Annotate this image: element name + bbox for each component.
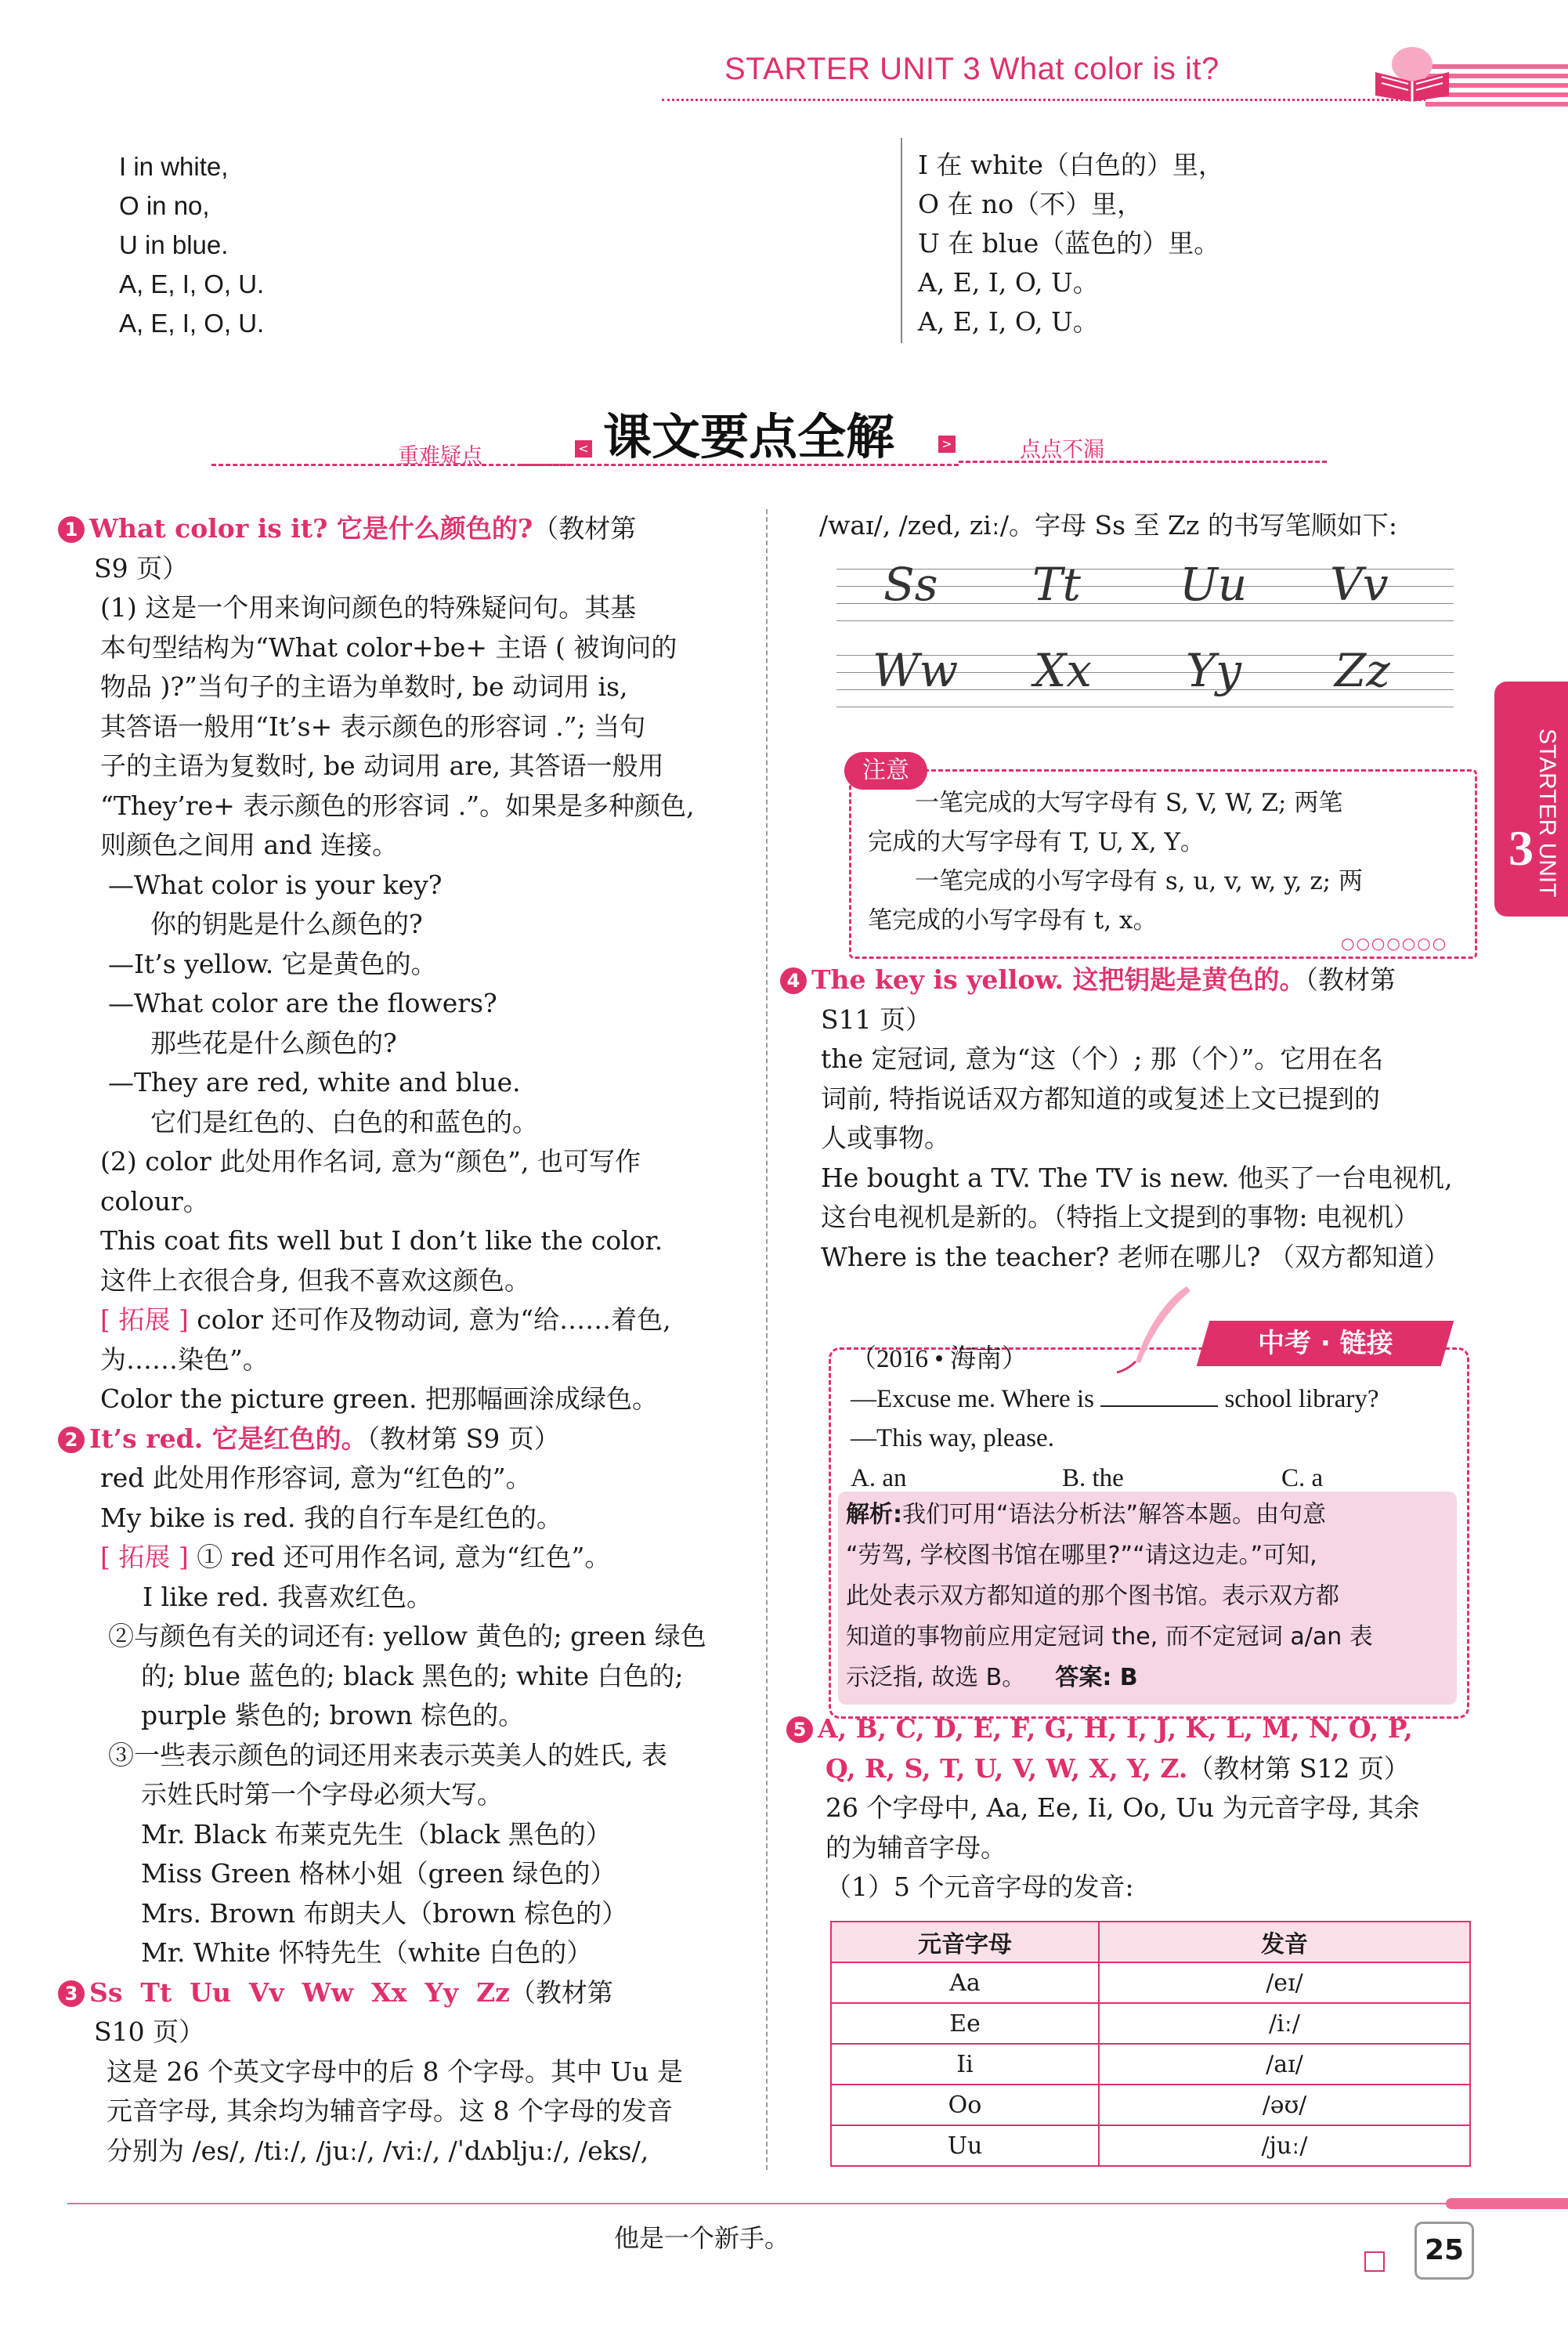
text-line: purple 紫色的; brown 棕色的。 bbox=[141, 1700, 525, 1730]
text-line: 元音字母, 其余均为辅音字母。这 8 个字母的发音 bbox=[107, 2096, 673, 2126]
item-reference: （教材第 bbox=[1305, 964, 1396, 995]
text-line: 分别为 /es/, /tiː/, /juː/, /viː/, /ˈdʌbljuː/, /eks/, bbox=[107, 2135, 649, 2166]
table-cell: /aɪ/ bbox=[1099, 2044, 1470, 2085]
section-right-label: 点点不漏 bbox=[1020, 438, 1104, 462]
example-line: —What color is your key? bbox=[108, 869, 443, 900]
table-cell: /juː/ bbox=[1099, 2125, 1470, 2166]
item-5 bbox=[786, 1709, 1476, 1907]
text-line: “They’re+ 表示颜色的形容词 .”。如果是多种颜色, bbox=[100, 790, 695, 821]
text-line: 词前, 特指说话双方都知道的或复述上文已提到的 bbox=[821, 1083, 1380, 1114]
text-line: 这是 26 个英文字母中的后 8 个字母。其中 Uu 是 bbox=[107, 2056, 683, 2087]
exam-option: B. the bbox=[1062, 1463, 1124, 1492]
song-line: O 在 no（不）里， bbox=[918, 189, 1143, 219]
item-reference: S10 页） bbox=[94, 2016, 205, 2047]
example-translation: 你的钥匙是什么颜色的? bbox=[150, 909, 423, 939]
table-header: 发音 bbox=[1099, 1922, 1470, 1962]
table-cell: Oo bbox=[831, 2085, 1099, 2125]
text-line: 的为辅音字母。 bbox=[826, 1832, 1006, 1863]
note-tag: 注意 bbox=[844, 752, 927, 790]
analysis-answer: 答案: B bbox=[1055, 1664, 1138, 1691]
footer-sentence: 他是一个新手。 bbox=[614, 2223, 790, 2253]
text-line: 子的主语为复数时, be 动词用 are, 其答语一般用 bbox=[100, 750, 664, 781]
table-row bbox=[831, 2044, 1470, 2085]
example-line: —It’s yellow. 它是黄色的。 bbox=[108, 948, 437, 979]
extension-label: [ 拓展 ] bbox=[100, 1542, 189, 1572]
left-column bbox=[58, 509, 747, 2171]
handwriting-letter: Uu bbox=[1180, 558, 1248, 611]
item-reference: （教材第 bbox=[509, 1976, 613, 2008]
footer-rule bbox=[67, 2203, 1446, 2204]
item-reference: S9 页） bbox=[94, 552, 189, 584]
note-line: 笔完成的小写字母有 t, x。 bbox=[868, 906, 1158, 935]
text-line: color 还可作及物动词, 意为“给……着色, bbox=[197, 1304, 671, 1335]
table-header: 元音字母 bbox=[831, 1922, 1099, 1962]
note-line: 一笔完成的小写字母有 s, u, v, w, y, z; 两 bbox=[915, 867, 1363, 895]
text-line: red 此处用作形容词, 意为“红色的”。 bbox=[100, 1463, 532, 1493]
note-line: 完成的大写字母有 T, U, X, Y。 bbox=[868, 828, 1205, 856]
left-arrow-icon: < bbox=[575, 440, 592, 457]
item-reference: （教材第 S12 页） bbox=[1187, 1752, 1410, 1784]
question-line: school library? bbox=[1224, 1384, 1379, 1413]
text-line: 其答语一般用“It’s+ 表示颜色的形容词 .”; 当句 bbox=[100, 711, 646, 742]
table-cell: Ii bbox=[831, 2044, 1099, 2085]
table-row bbox=[831, 2003, 1470, 2044]
example-translation: 它们是红色的、白色的和蓝色的。 bbox=[150, 1106, 538, 1137]
section-dash-left bbox=[211, 464, 572, 466]
item-reference: （教材第 S9 页） bbox=[367, 1423, 560, 1454]
song-chinese bbox=[918, 146, 1224, 342]
vowel-table bbox=[830, 1921, 1471, 2167]
question-line: —This way, please. bbox=[851, 1424, 1054, 1452]
item-number: 2 bbox=[58, 1427, 85, 1453]
item-heading: The key is yellow. 这把钥匙是黄色的。 bbox=[811, 964, 1306, 995]
handwriting-panel bbox=[836, 558, 1454, 718]
handwriting-letter: Ww bbox=[873, 644, 959, 697]
analysis-text bbox=[846, 1495, 1457, 1698]
item-number: 5 bbox=[786, 1716, 813, 1743]
text-line: 则颜色之间用 and 连接。 bbox=[100, 830, 399, 860]
exam-question bbox=[851, 1340, 1461, 1498]
text-line: 的; blue 蓝色的; black 黑色的; white 白色的; bbox=[141, 1660, 684, 1691]
analysis-line: “劳驾, 学校图书馆在哪里?”“请这边走。”可知, bbox=[846, 1542, 1317, 1569]
name-example: Mr. Black 布莱克先生（black 黑色的） bbox=[141, 1818, 612, 1850]
example-line: I like red. 我喜欢红色。 bbox=[143, 1581, 433, 1612]
handwriting-letter: Ss bbox=[883, 558, 938, 611]
analysis-line: 我们可用“语法分析法”解答本题。由句意 bbox=[902, 1501, 1327, 1528]
table-row bbox=[831, 1962, 1470, 2003]
item-reference: （教材第 bbox=[533, 513, 637, 544]
song-line: I in white, bbox=[119, 152, 229, 181]
handwriting-letter: Tt bbox=[1032, 558, 1081, 611]
footer-bar bbox=[1446, 2198, 1568, 2209]
table-cell: Ee bbox=[831, 2003, 1099, 2044]
table-cell: /əʊ/ bbox=[1099, 2085, 1470, 2125]
text-line: ②与颜色有关的词还有: yellow 黄色的; green 绿色 bbox=[108, 1621, 706, 1651]
book-icon bbox=[1369, 41, 1455, 102]
example-line: Color the picture green. 把那幅画涂成绿色。 bbox=[100, 1383, 658, 1414]
item-heading: Ss Tt Uu Vv Ww Xx Yy Zz bbox=[89, 1976, 510, 2008]
text-line: (1) 这是一个用来询问颜色的特殊疑问句。其基 bbox=[100, 592, 637, 623]
section-dash-mid bbox=[520, 464, 959, 466]
example-line: Where is the teacher? 老师在哪儿? （双方都知道） bbox=[821, 1241, 1450, 1272]
item-number: 1 bbox=[58, 516, 85, 543]
text-line: the 定冠词, 意为“这（个）; 那（个）”。它用在名 bbox=[821, 1043, 1384, 1074]
decorative-dots: ○○○○○○○ bbox=[1341, 934, 1448, 953]
exam-link-tag: 中考 · 链接 bbox=[1197, 1321, 1454, 1366]
name-example: Mrs. Brown 布朗夫人（brown 棕色的） bbox=[141, 1897, 628, 1929]
side-tab-number: 3 bbox=[1508, 820, 1534, 876]
text-line: 本句型结构为“What color+be+ 主语 ( 被询问的 bbox=[100, 631, 677, 663]
example-translation: 那些花是什么颜色的? bbox=[150, 1027, 397, 1058]
running-header-title: STARTER UNIT 3 What color is it? bbox=[724, 52, 1219, 86]
analysis-label: 解析: bbox=[846, 1501, 902, 1528]
text-line: ③一些表示颜色的词还用来表示英美人的姓氏, 表 bbox=[108, 1739, 667, 1770]
text-line: 为……染色”。 bbox=[100, 1343, 269, 1375]
handwriting-letter: Yy bbox=[1186, 644, 1242, 697]
extension-label: [ 拓展 ] bbox=[100, 1304, 189, 1335]
name-example: Miss Green 格林小姐（green 绿色的） bbox=[141, 1858, 616, 1889]
song-line: I 在 white（白色的）里， bbox=[918, 150, 1224, 180]
text-line: ① red 还可用作名词, 意为“红色”。 bbox=[197, 1542, 611, 1572]
item-heading: What color is it? 它是什么颜色的? bbox=[89, 513, 533, 544]
header-dotted-rule bbox=[662, 99, 1445, 101]
handwriting-letter: Zz bbox=[1335, 644, 1390, 697]
name-example: Mr. White 怀特先生（white 白色的） bbox=[141, 1937, 593, 1968]
page-number: 25 bbox=[1414, 2222, 1474, 2280]
example-line: —What color are the flowers? bbox=[108, 988, 497, 1018]
text-line: 26 个字母中, Aa, Ee, Ii, Oo, Uu 为元音字母, 其余 bbox=[826, 1792, 1420, 1823]
text-line: (2) color 此处用作名词, 意为“颜色”, 也可写作 bbox=[100, 1146, 641, 1177]
song-line: A, E, I, O, U. bbox=[119, 269, 265, 298]
example-line: This coat fits well but I don’t like the color. bbox=[100, 1225, 663, 1256]
song-english bbox=[119, 147, 264, 343]
item-4 bbox=[780, 960, 1469, 1277]
table-row bbox=[831, 2125, 1470, 2166]
analysis-line: 示泛指, 故选 B。 bbox=[846, 1664, 1026, 1691]
item-number: 3 bbox=[58, 1980, 85, 2007]
note-text bbox=[868, 783, 1463, 940]
exam-option: A. an bbox=[851, 1463, 907, 1492]
example-translation: 这件上衣很合身, 但我不喜欢这颜色。 bbox=[100, 1264, 530, 1296]
text-line: 人或事物。 bbox=[821, 1123, 950, 1153]
example-translation: 这台电视机是新的。（特指上文提到的事物: 电视机） bbox=[821, 1202, 1420, 1232]
text-line: /waɪ/, /zed, ziː/。字母 Ss 至 Zz 的书写笔顺如下: bbox=[819, 510, 1397, 541]
table-row bbox=[831, 2085, 1470, 2125]
example-line: My bike is red. 我的自行车是红色的。 bbox=[100, 1502, 563, 1533]
section-dash-right bbox=[959, 461, 1327, 463]
section-title: 课文要点全解 bbox=[603, 408, 895, 465]
item-reference: S11 页） bbox=[821, 1003, 932, 1035]
song-divider bbox=[901, 138, 902, 343]
right-intro bbox=[819, 506, 1469, 546]
song-line: U in blue. bbox=[119, 230, 229, 259]
note-line: 一笔完成的大写字母有 S, V, W, Z; 两笔 bbox=[915, 789, 1343, 817]
song-line: A, E, I, O, U。 bbox=[918, 267, 1099, 298]
table-cell: Uu bbox=[831, 2125, 1099, 2166]
song-line: U 在 blue（蓝色的）里。 bbox=[918, 228, 1220, 259]
item-number: 4 bbox=[780, 967, 807, 994]
table-cell: Aa bbox=[831, 1962, 1099, 2003]
item-heading: A, B, C, D, E, F, G, H, I, J, K, L, M, N, O, P, bbox=[818, 1713, 1413, 1744]
analysis-line: 此处表示双方都知道的那个图书馆。表示双方都 bbox=[846, 1582, 1339, 1610]
table-cell: /iː/ bbox=[1099, 2003, 1470, 2044]
column-divider bbox=[766, 509, 768, 2170]
item-heading: Q, R, S, T, U, V, W, X, Y, Z. bbox=[826, 1752, 1188, 1784]
table-header-row bbox=[831, 1922, 1470, 1962]
item-heading: It’s red. 它是红色的。 bbox=[89, 1423, 367, 1454]
question-line: —Excuse me. Where is bbox=[851, 1384, 1094, 1413]
text-line: 示姓氏时第一个字母必须大写。 bbox=[141, 1779, 503, 1810]
text-line: 物品 )?”当句子的主语为单数时, be 动词用 is, bbox=[100, 671, 628, 702]
text-line: colour。 bbox=[100, 1185, 209, 1217]
table-cell: /eɪ/ bbox=[1099, 1962, 1470, 2003]
handwriting-letter: Xx bbox=[1034, 644, 1093, 697]
analysis-line: 知道的事物前应用定冠词 the, 而不定冠词 a/an 表 bbox=[846, 1623, 1373, 1651]
exam-option: C. a bbox=[1281, 1463, 1324, 1492]
exam-source: （2016 • 海南） bbox=[851, 1345, 1028, 1373]
answer-blank bbox=[1100, 1385, 1218, 1407]
handwriting-letter: Vv bbox=[1330, 558, 1389, 611]
song-line: O in no, bbox=[119, 191, 210, 220]
footer-square-icon bbox=[1364, 2251, 1385, 2272]
text-line: （1）5 个元音字母的发音: bbox=[826, 1871, 1134, 1902]
section-left-label: 重难疑点 bbox=[398, 444, 482, 468]
example-line: He bought a TV. The TV is new. 他买了一台电视机, bbox=[821, 1162, 1453, 1193]
right-arrow-icon: > bbox=[938, 436, 956, 453]
example-line: —They are red, white and blue. bbox=[108, 1067, 521, 1097]
song-line: A, E, I, O, U。 bbox=[918, 306, 1099, 337]
song-line: A, E, I, O, U. bbox=[119, 309, 265, 338]
side-tab-label: STARTER UNIT bbox=[1534, 729, 1560, 898]
